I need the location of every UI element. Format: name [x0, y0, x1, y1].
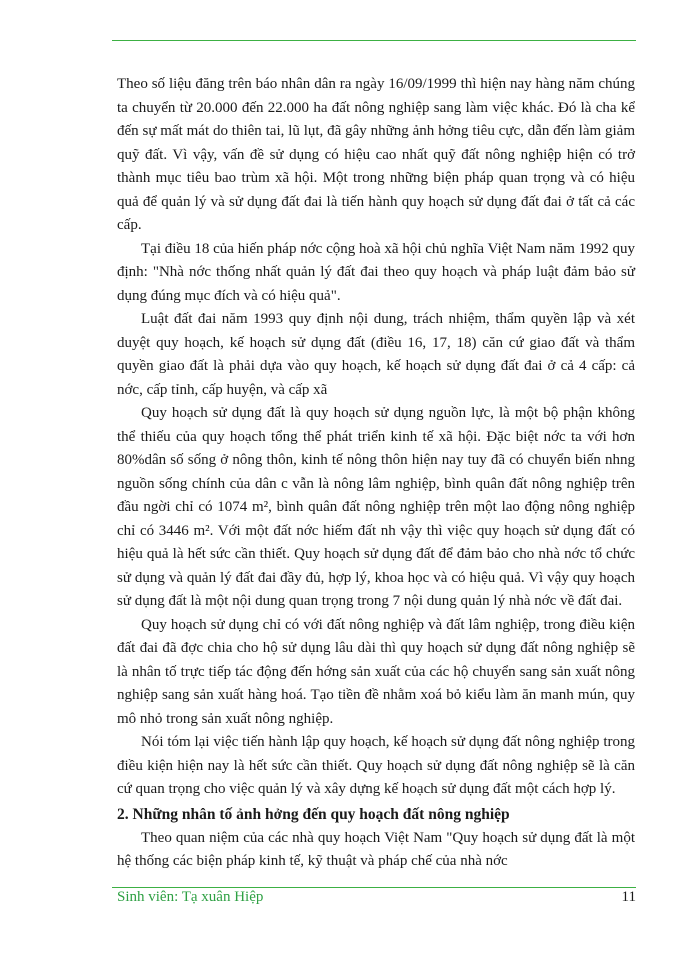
paragraph-6: Nói tóm lại việc tiến hành lập quy hoạch, kế hoạch sử dụng đất nông nghiệp trong điều kiện hiện nay là hết sức cần thiết. Quy hoạch sử dụng đất nông nghiệp sẽ là căn cứ quan trọng cho việc quản lý và xây dựng kế hoạch sử dụng đất một cách hợp lý.	[117, 734, 635, 797]
paragraph-4: Quy hoạch sử dụng đất là quy hoạch sử dụng nguồn lực, là một bộ phận không thể thiếu của quy hoạch tổng thể phát triển kinh tế xã hội. Đặc biệt nớc ta với hơn 80%dân số sống ở nông thôn, kinh tế nông thôn hiện nay tuy đã có chuyển biến nhng nguồn sống chính của dân c vẫn là nông lâm nghiệp, bình quân đất nông nghiệp trên đầu ngời chỉ có 1074 m², bình quân đất nông nghiệp trên một lao động nông nghiệp chỉ có 3446 m². Với một đất nớc hiếm đất nh vậy thì việc quy hoạch sử dụng đất có hiệu quả là hết sức cần thiết. Quy hoạch sử dụng đất để đảm bảo cho nhà nớc tổ chức sử dụng và quản lý đất đai đầy đủ, hợp lý, khoa học và có hiệu quả. Vì vậy quy hoạch sử dụng đất là một nội dung quan trọng trong 7 nội dung quản lý nhà nớc về đất đai.	[117, 405, 635, 609]
paragraph-7: Theo quan niệm của các nhà quy hoạch Việt Nam "Quy hoạch sử dụng đất là một hệ thống các biện pháp kinh tế, kỹ thuật và pháp chế của nhà nớc	[117, 829, 635, 869]
page-body	[117, 73, 635, 874]
paragraph-5: Quy hoạch sử dụng chỉ có với đất nông nghiệp và đất lâm nghiệp, trong điều kiện đất đai đã đợc chia cho hộ sử dụng lâu dài thì quy hoạch sử dụng đất nông nghiệp sẽ là nhân tố trực tiếp tác động đến hớng sản xuất của các hộ chuyển sang sản xuất nông nghiệp sang sản xuất hàng hoá. Tạo tiền đề nhằm xoá bỏ kiểu làm ăn manh mún, quy mô nhỏ trong sản xuất nông nghiệp.	[117, 616, 635, 727]
paragraph-3: Luật đất đai năm 1993 quy định nội dung, trách nhiệm, thẩm quyền lập và xét duyệt quy hoạch, kế hoạch sử dụng đất (điều 16, 17, 18) căn cứ giao đất và thẩm quyền giao đất là phải dựa vào quy hoạch, kế hoạch sử dụng đất đai ở cả 4 cấp: cả nớc, cấp tỉnh, cấp huyện, và cấp xã	[117, 311, 635, 398]
paragraph-1: Theo số liệu đăng trên báo nhân dân ra ngày 16/09/1999 thì hiện nay hàng năm chúng ta chuyển từ 20.000 đến 22.000 ha đất nông nghiệp sang làm việc khác. Đó là cha kể đến sự mất mát do thiên tai, lũ lụt, đã gây những ảnh hởng tiêu cực, dẫn đến làm giảm quỹ đất. Vì vậy, vấn đề sử dụng có hiệu cao nhất quỹ đất nông nghiệp hiện có trở thành mục tiêu bao trùm xã hội. Một trong những biện pháp quan trọng và có hiệu quả để quản lý và sử dụng đất đai là tiến hành quy hoạch sử dụng đất đai ở tất cả các cấp.	[117, 76, 635, 233]
footer-author: Sinh viên: Tạ xuân Hiệp	[117, 889, 264, 905]
header-rule	[112, 40, 636, 41]
paragraph-2: Tại điều 18 của hiến pháp nớc cộng hoà xã hội chủ nghĩa Việt Nam năm 1992 quy định: "Nhà nớc thống nhất quản lý đất đai theo quy hoạch và pháp luật đảm bảo sử dụng đúng mục đích và có hiệu quả".	[117, 240, 635, 304]
section-heading: 2. Những nhân tố ảnh hởng đến quy hoạch đất nông nghiệp	[117, 805, 510, 823]
footer-rule	[112, 887, 636, 888]
page-number: 11	[621, 889, 636, 905]
